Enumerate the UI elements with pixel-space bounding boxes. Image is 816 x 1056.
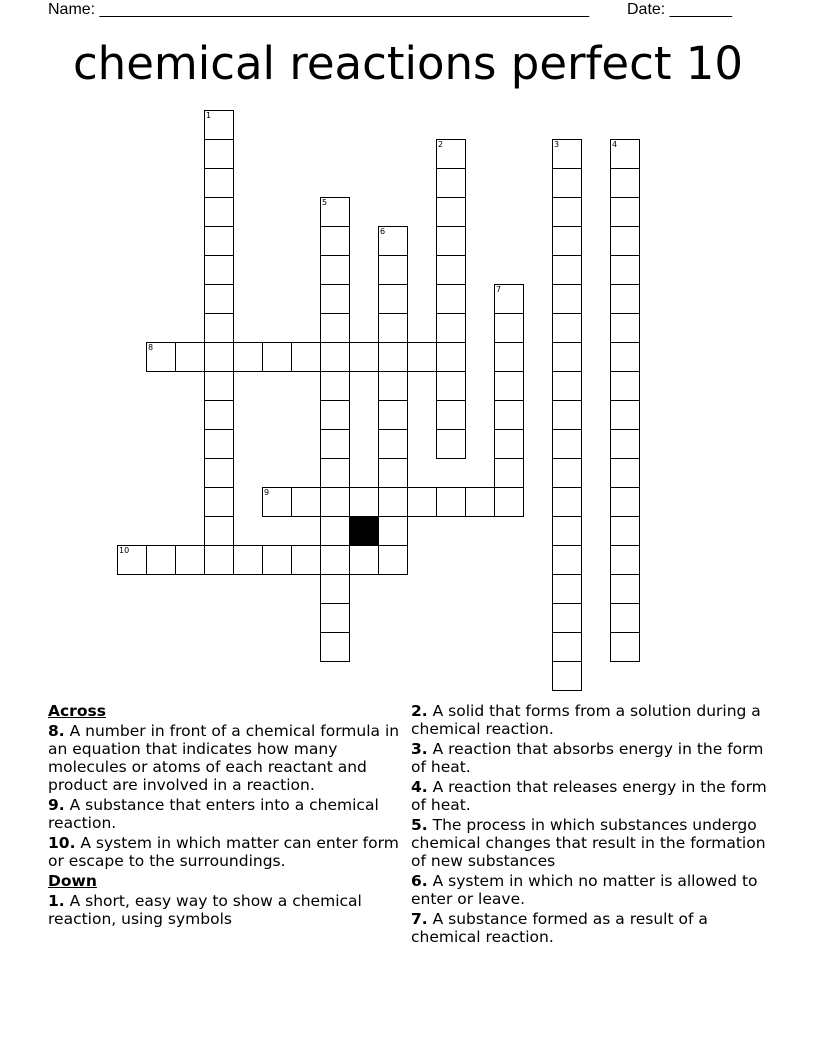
grid-cell[interactable]	[436, 255, 466, 285]
grid-cell[interactable]	[320, 545, 350, 575]
grid-cell[interactable]	[349, 545, 379, 575]
clues-column-right	[411, 702, 773, 948]
clue-label: 1.	[48, 892, 65, 910]
grid-cell[interactable]	[204, 284, 234, 314]
grid-cell[interactable]	[610, 516, 640, 546]
grid-cell[interactable]	[610, 545, 640, 575]
grid-cell[interactable]	[262, 487, 292, 517]
grid-cell[interactable]	[610, 168, 640, 198]
grid-cell[interactable]	[552, 429, 582, 459]
grid-cell[interactable]	[610, 313, 640, 343]
clue-label: 10.	[48, 834, 76, 852]
clue-label: 3.	[411, 740, 428, 758]
grid-cell[interactable]	[378, 226, 408, 256]
grid-cell[interactable]	[436, 400, 466, 430]
grid-cell[interactable]	[378, 516, 408, 546]
clue-text: A system in which matter can enter form or escape to the surroundings.	[48, 834, 399, 870]
grid-cell[interactable]	[262, 545, 292, 575]
grid-cell[interactable]	[552, 197, 582, 227]
clue-text: A reaction that releases energy in the form of heat.	[411, 778, 767, 814]
grid-cell[interactable]	[146, 545, 176, 575]
grid-cell[interactable]	[233, 342, 263, 372]
clue-number: 1	[206, 111, 212, 120]
grid-cell[interactable]	[233, 545, 263, 575]
grid-cell[interactable]	[320, 197, 350, 227]
grid-cell[interactable]	[552, 458, 582, 488]
across-clue-list	[48, 722, 410, 870]
grid-cell[interactable]	[610, 255, 640, 285]
across-clue	[48, 796, 410, 832]
grid-cell[interactable]	[175, 545, 205, 575]
grid-cell[interactable]	[204, 139, 234, 169]
grid-cell[interactable]	[378, 313, 408, 343]
grid-cell[interactable]	[204, 458, 234, 488]
grid-cell[interactable]	[407, 487, 437, 517]
grid-cell[interactable]	[552, 487, 582, 517]
grid-cell[interactable]	[378, 487, 408, 517]
grid-cell[interactable]	[610, 458, 640, 488]
grid-cell[interactable]	[494, 371, 524, 401]
grid-cell[interactable]	[378, 545, 408, 575]
grid-cell[interactable]	[494, 284, 524, 314]
grid-cell[interactable]	[349, 487, 379, 517]
grid-cell[interactable]	[610, 342, 640, 372]
clue-number: 10	[119, 546, 130, 555]
grid-cell[interactable]	[146, 342, 176, 372]
grid-cell[interactable]	[436, 371, 466, 401]
grid-cell[interactable]	[262, 342, 292, 372]
down-clue-list-continued	[411, 702, 773, 946]
grid-cell[interactable]	[204, 516, 234, 546]
name-line: Name: _______________________________________________________	[48, 1, 589, 18]
grid-cell[interactable]	[552, 545, 582, 575]
grid-cell[interactable]	[552, 342, 582, 372]
grid-cell[interactable]	[610, 603, 640, 633]
clue-number: 3	[554, 140, 560, 149]
grid-cell[interactable]	[320, 458, 350, 488]
clues-column-left	[48, 702, 410, 930]
grid-cell[interactable]	[494, 487, 524, 517]
clue-text: A short, easy way to show a chemical reaction, using symbols	[48, 892, 362, 928]
grid-cell[interactable]	[610, 429, 640, 459]
grid-cell[interactable]	[320, 603, 350, 633]
clue-label: 8.	[48, 722, 65, 740]
grid-cell[interactable]	[465, 487, 495, 517]
across-clue	[48, 722, 410, 794]
grid-cell[interactable]	[436, 226, 466, 256]
grid-cell[interactable]	[610, 197, 640, 227]
grid-cell[interactable]	[204, 545, 234, 575]
grid-cell[interactable]	[436, 197, 466, 227]
grid-cell[interactable]	[320, 429, 350, 459]
clue-label: 7.	[411, 910, 428, 928]
clue-label: 9.	[48, 796, 65, 814]
grid-cell[interactable]	[320, 632, 350, 662]
grid-cell[interactable]	[204, 487, 234, 517]
down-clue	[411, 740, 773, 776]
grid-cell[interactable]	[552, 255, 582, 285]
grid-cell[interactable]	[320, 255, 350, 285]
grid-cell[interactable]	[494, 342, 524, 372]
grid-cell[interactable]	[552, 603, 582, 633]
grid-cell[interactable]	[552, 371, 582, 401]
grid-cell[interactable]	[494, 429, 524, 459]
clue-text: A system in which no matter is allowed to enter or leave.	[411, 872, 758, 908]
grid-cell[interactable]	[378, 371, 408, 401]
grid-cell[interactable]	[552, 313, 582, 343]
clue-label: 2.	[411, 702, 428, 720]
clue-text: A substance that enters into a chemical reaction.	[48, 796, 379, 832]
grid-cell[interactable]	[610, 371, 640, 401]
clue-number: 9	[264, 488, 270, 497]
grid-cell[interactable]	[204, 371, 234, 401]
grid-cell[interactable]	[320, 313, 350, 343]
down-clue	[411, 910, 773, 946]
grid-cell[interactable]	[378, 458, 408, 488]
grid-cell[interactable]	[204, 255, 234, 285]
grid-cell[interactable]	[552, 516, 582, 546]
grid-cell[interactable]	[291, 342, 321, 372]
grid-cell[interactable]	[436, 429, 466, 459]
clue-text: A solid that forms from a solution during a chemical reaction.	[411, 702, 761, 738]
clue-number: 4	[612, 140, 618, 149]
grid-cell[interactable]	[436, 313, 466, 343]
grid-cell[interactable]	[291, 545, 321, 575]
grid-cell[interactable]	[117, 545, 147, 575]
across-heading: Across	[48, 702, 106, 720]
down-clue	[411, 702, 773, 738]
down-clue	[48, 892, 410, 928]
clue-text: A reaction that absorbs energy in the form of heat.	[411, 740, 764, 776]
grid-cell[interactable]	[552, 226, 582, 256]
grid-cell[interactable]	[610, 400, 640, 430]
grid-cell[interactable]	[204, 400, 234, 430]
grid-cell[interactable]	[552, 168, 582, 198]
grid-cell[interactable]	[436, 487, 466, 517]
down-clue	[411, 872, 773, 908]
grid-cell[interactable]	[320, 226, 350, 256]
grid-cell[interactable]	[204, 168, 234, 198]
grid-cell[interactable]	[378, 255, 408, 285]
grid-cell[interactable]	[610, 574, 640, 604]
down-clue	[411, 778, 773, 814]
clue-number: 8	[148, 343, 154, 352]
grid-cell[interactable]	[610, 284, 640, 314]
grid-cell[interactable]	[204, 197, 234, 227]
grid-cell[interactable]	[552, 574, 582, 604]
grid-cell[interactable]	[610, 632, 640, 662]
grid-cell[interactable]	[320, 342, 350, 372]
grid-cell[interactable]	[610, 226, 640, 256]
black-cell	[349, 516, 379, 546]
grid-cell[interactable]	[204, 226, 234, 256]
grid-cell[interactable]	[610, 139, 640, 169]
grid-cell[interactable]	[320, 487, 350, 517]
grid-cell[interactable]	[204, 429, 234, 459]
clue-label: 6.	[411, 872, 428, 890]
down-heading: Down	[48, 872, 97, 890]
clue-number: 5	[322, 198, 328, 207]
across-clue	[48, 834, 410, 870]
clue-text: A substance formed as a result of a chemical reaction.	[411, 910, 708, 946]
grid-cell[interactable]	[204, 342, 234, 372]
grid-cell[interactable]	[320, 284, 350, 314]
grid-cell[interactable]	[610, 487, 640, 517]
date-line: Date: _______	[627, 1, 732, 18]
grid-cell[interactable]	[349, 342, 379, 372]
grid-cell[interactable]	[552, 661, 582, 691]
down-clue-list	[48, 892, 410, 928]
grid-cell[interactable]	[320, 371, 350, 401]
grid-cell[interactable]	[436, 284, 466, 314]
clue-text: A number in front of a chemical formula in an equation that indicates how many molecules or atoms of each reactant and product are involved in a reaction.	[48, 722, 400, 794]
grid-cell[interactable]	[552, 632, 582, 662]
grid-cell[interactable]	[378, 400, 408, 430]
crossword-grid	[117, 110, 641, 693]
grid-cell[interactable]	[436, 168, 466, 198]
grid-cell[interactable]	[407, 342, 437, 372]
grid-cell[interactable]	[494, 458, 524, 488]
grid-cell[interactable]	[494, 313, 524, 343]
puzzle-title: chemical reactions perfect 10	[72, 37, 744, 90]
clue-number: 6	[380, 227, 386, 236]
grid-cell[interactable]	[436, 139, 466, 169]
grid-cell[interactable]	[378, 429, 408, 459]
grid-cell[interactable]	[378, 342, 408, 372]
grid-cell[interactable]	[552, 284, 582, 314]
grid-cell[interactable]	[436, 342, 466, 372]
grid-cell[interactable]	[494, 400, 524, 430]
worksheet-header	[48, 0, 748, 20]
grid-cell[interactable]	[175, 342, 205, 372]
grid-cell[interactable]	[320, 400, 350, 430]
clue-number: 7	[496, 285, 502, 294]
grid-cell[interactable]	[291, 487, 321, 517]
grid-cell[interactable]	[320, 574, 350, 604]
grid-cell[interactable]	[378, 284, 408, 314]
grid-cell[interactable]	[204, 110, 234, 140]
clue-text: The process in which substances undergo chemical changes that result in the formation of new substances	[411, 816, 766, 870]
grid-cell[interactable]	[320, 516, 350, 546]
clue-number: 2	[438, 140, 444, 149]
grid-cell[interactable]	[204, 313, 234, 343]
grid-cell[interactable]	[552, 400, 582, 430]
clue-label: 5.	[411, 816, 428, 834]
clues-section	[48, 702, 768, 962]
clue-label: 4.	[411, 778, 428, 796]
grid-cell[interactable]	[552, 139, 582, 169]
down-clue	[411, 816, 773, 870]
